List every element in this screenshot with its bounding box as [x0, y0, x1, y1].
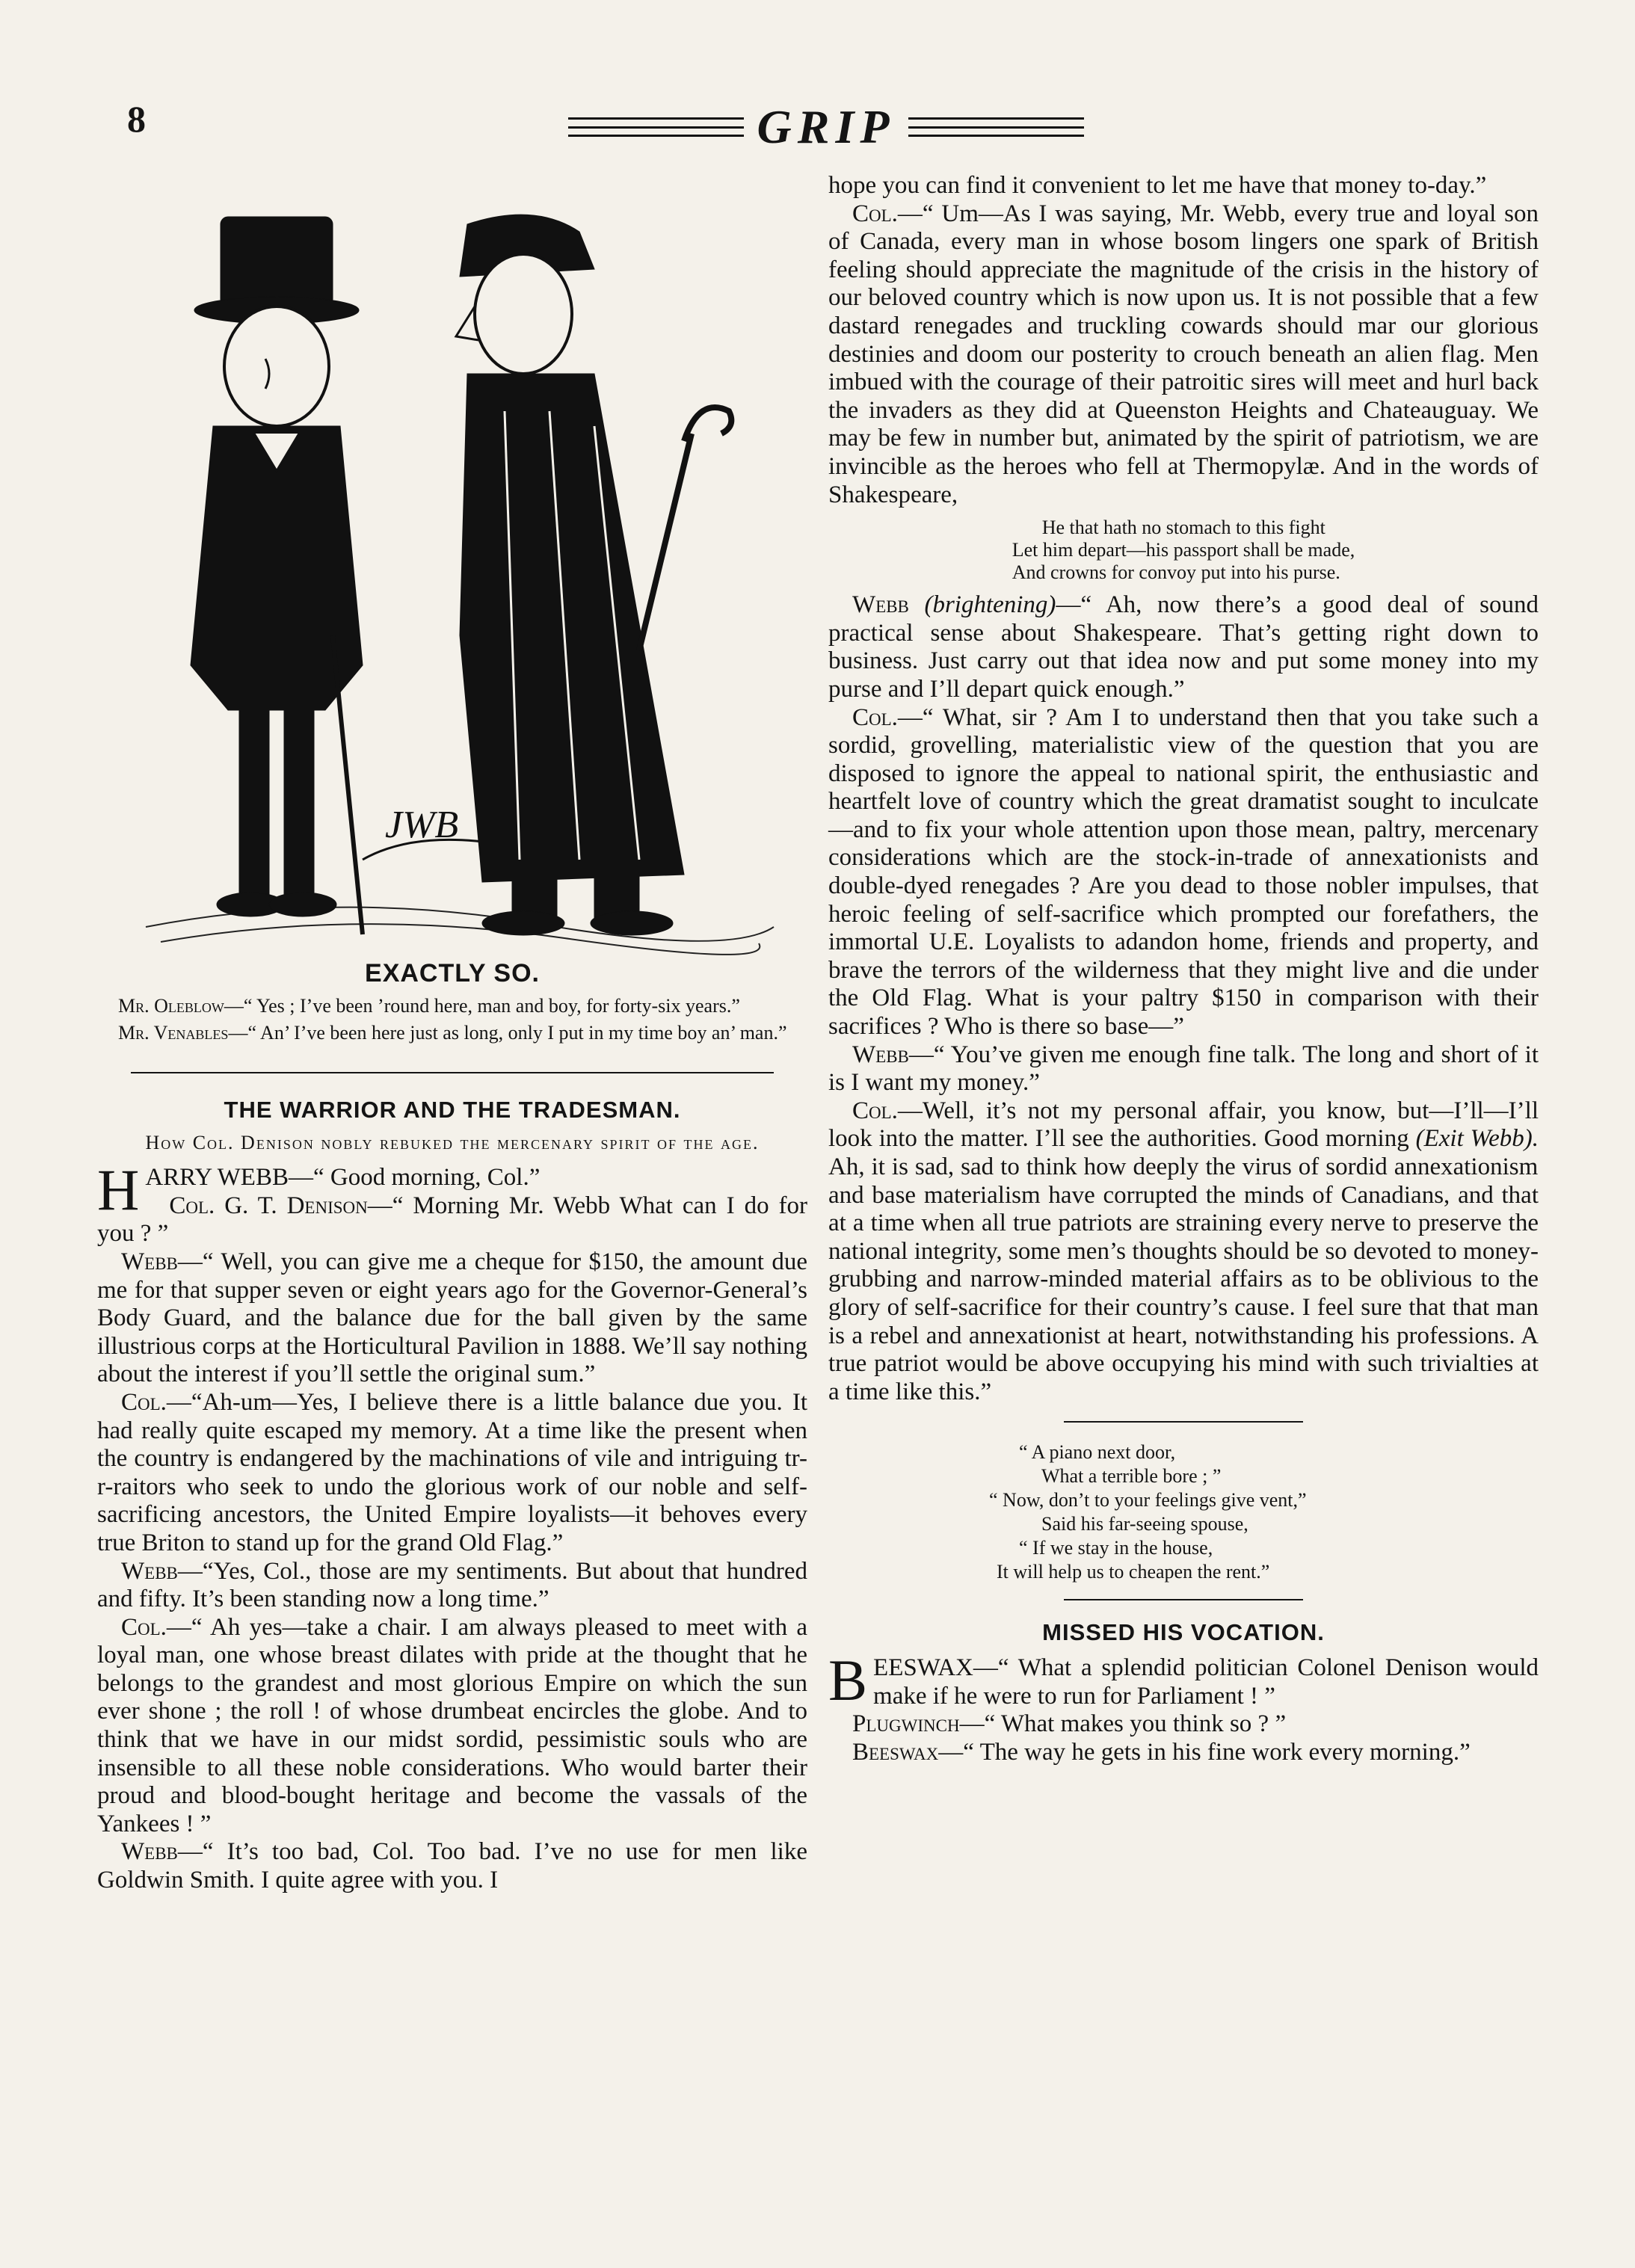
- poem-divider-bottom: [1064, 1599, 1303, 1600]
- speaker-name: Col.: [121, 1388, 167, 1416]
- verse-line: He that hath no stomach to this fight: [1041, 517, 1325, 539]
- paragraph-text: —“ It’s too bad, Col. Too bad. I’ve no use for men like Goldwin Smith. I quite agree with you. I: [97, 1838, 807, 1894]
- article-paragraph: [828, 200, 1539, 510]
- verse-line: Let him depart—his passport shall be made,: [1012, 539, 1355, 561]
- caption-2-text: —“ An’ I’ve been here just as long, only I put in my time boy an’ man.”: [228, 1021, 787, 1044]
- article-paragraph: [97, 1838, 807, 1894]
- article-paragraph: [828, 1739, 1539, 1767]
- article-paragraph: [828, 704, 1539, 1041]
- poem-line: “ A piano next door,: [1019, 1441, 1176, 1464]
- masthead-title: GRIP: [757, 100, 896, 153]
- masthead-rule-left: [568, 117, 744, 137]
- paragraph-text: —“Ah-um—Yes, I believe there is a little balance due you. It had really quite escaped my memory. At a time like the present when the country is endangered by the machinations of vile and intriguing tr-r-raitors who seek to undo the glorious work of our noble and self-sacrificing ancestors, the United Empire loyalists—it behoves every true Briton to stand up for the grand Old Flag.”: [97, 1388, 807, 1556]
- paragraph-text: —“ The way he gets in his fine work every morning.”: [938, 1738, 1471, 1766]
- paragraph-text: EESWAX—“ What a splendid politician Colonel Denison would make if he were to run for Parliament ! ”: [873, 1654, 1539, 1710]
- poem-line: Said his far-seeing spouse,: [1041, 1513, 1248, 1535]
- caption-2-speaker: Mr. Venables: [118, 1021, 229, 1044]
- paragraph-text: —“ What makes you think so ? ”: [959, 1710, 1287, 1738]
- page-number: 8: [127, 98, 146, 140]
- speaker-name: Webb: [852, 1041, 909, 1068]
- cartoon-caption-2: [97, 1021, 807, 1045]
- cartoon-signature: JWB: [385, 804, 459, 846]
- article-paragraph: [828, 591, 1539, 703]
- paragraph-text: —“ Morning Mr. Webb What can I do for you ? ”: [97, 1192, 807, 1248]
- paragraph-text: —“Yes, Col., those are my sentiments. But about that hundred and fifty. It’s been standing now a long time.”: [97, 1557, 807, 1613]
- poem-line: What a terrible bore ; ”: [1041, 1465, 1222, 1488]
- cartoon-illustration: [116, 187, 789, 957]
- paragraph-text: —“ You’ve given me enough fine talk. The long and short of it is I want my money.”: [828, 1041, 1539, 1097]
- right-column: [828, 172, 1539, 1766]
- article-paragraph: [97, 1614, 807, 1839]
- speaker-name: Col.: [852, 703, 898, 731]
- poem-line: It will help us to cheapen the rent.”: [997, 1561, 1270, 1583]
- missed-vocation-title: MISSED HIS VOCATION.: [1042, 1619, 1325, 1646]
- verse-line: And crowns for convoy put into his purse.: [1012, 561, 1340, 584]
- article-paragraph: [97, 1192, 807, 1248]
- speaker-name: Plugwinch: [852, 1710, 960, 1738]
- paragraph-text: Ah, it is sad, sad to think how deeply the virus of sordid annexationism and base materialism have corrupted the minds of Canadians, and that at a time when all true patriots are straining every nerve to preserve the national integrity, some men’s thoughts should be so devoted to money-grubbing and narrow-minded material affairs as to be oblivious to the glory of self-sacrifice for their country’s cause. I feel sure that that man is a rebel and annexationist at heart, notwithstanding his professions. A true patriot would be above occupying his mind with such trivialties at a time like this.”: [828, 1153, 1539, 1405]
- speaker-name: Webb: [121, 1557, 178, 1585]
- dropcap-b: B: [828, 1647, 868, 1713]
- left-column: [97, 172, 807, 1895]
- paragraph-text: ARRY WEBB—“ Good morning, Col.”: [145, 1164, 541, 1192]
- stage-direction: (brightening): [924, 591, 1056, 619]
- poem-divider: [1064, 1421, 1303, 1423]
- figure-mr-venables: [456, 215, 731, 935]
- article-paragraph: [97, 1248, 807, 1389]
- speaker-name: Col.: [852, 1097, 898, 1124]
- caption-1-speaker: Mr. Oleblow: [118, 994, 224, 1017]
- paragraph-text: —“ What, sir ? Am I to understand then that you take such a sordid, grovelling, materialistic view of the question that you are disposed to ignore the appeal to national spirit, the enthusiastic and heartfelt love of country which the great dramatist sought to inculcate—and to fix your whole attention upon those mean, paltry, mercenary considerations which are the stock-in-trade of annexationists and double-dyed renegades ? Are you dead to those nobler impulses, that heroic feeling of self-sacrifice which prompted our forefathers, the immortal U.E. Loyalists to adandon home, friends and property, and brave the terrors of the wilderness that they might live and die under the Old Flag. What is your paltry $150 in comparison with their sacrifices ? Who is there so base—”: [828, 703, 1539, 1041]
- cartoon-title: EXACTLY SO.: [365, 959, 540, 987]
- poem-line: “ If we stay in the house,: [1019, 1537, 1213, 1559]
- paragraph-text: —“ Um—As I was saying, Mr. Webb, every true and loyal son of Canada, every man in whose bosom lingers one spark of British feeling should appreciate the magnitude of the crisis in the history of our beloved country which is now upon us. It is not possible that a few dastard renegades and truckling cowards should mar our glorious destinies and doom our posterity to crouch beneath an alien flag. Men imbued with the courage of their patroitic sires will meet and hurl back the invaders as they did at Queenston Heights and Chateauguay. We may be few in number but, animated by the spirit of patriotism, we are invincible as the heroes who fell at Thermopylæ. And in the words of Shakespeare,: [828, 200, 1539, 508]
- shakespeare-quote: [828, 517, 1539, 584]
- paragraph-text: —Well, it’s not my personal affair, you know, but—I’ll—I’ll look into the matter. I’ll see the authorities. Good morning: [828, 1097, 1539, 1153]
- poem-line: “ Now, don’t to your feelings give vent,”: [989, 1489, 1307, 1512]
- speaker-name: Webb: [121, 1838, 178, 1866]
- figure-mr-oleblow: [191, 217, 363, 934]
- speaker-name: Col.: [852, 200, 898, 227]
- article-title: THE WARRIOR AND THE TRADESMAN.: [224, 1096, 681, 1123]
- paragraph-text: —“ Ah, now there’s a good deal of sound practical sense about Shakespeare. That’s getting right down to business. Just carry out that idea now and put some money into my purse and I’ll depart quick enough.”: [828, 591, 1539, 703]
- article-paragraph: [828, 1041, 1539, 1097]
- speaker-name: Beeswax: [852, 1738, 939, 1766]
- stage-direction: (Exit Webb).: [1415, 1125, 1539, 1153]
- paragraph-text: —“ Ah yes—take a chair. I am always pleased to meet with a loyal man, one whose breast dilates with pride at the thought that he belongs to the grandest and most glorious Empire on which the sun ever shone ; the roll ! of whose drumbeat encircles the globe. And to think that we have in our midst sordid, pessimistic souls who are insensible to all these noble considerations. Who would barter their proud and blood-bought heritage and become the vassals of the Yankees ! ”: [97, 1613, 807, 1837]
- speaker-name: Webb: [852, 591, 909, 619]
- masthead: [568, 97, 1084, 157]
- article-paragraph: hope you can find it convenient to let me have that money to-day.”: [828, 172, 1487, 199]
- article-paragraph: [828, 1097, 1539, 1407]
- piano-poem: [974, 1440, 1393, 1584]
- masthead-rule-right: [908, 117, 1084, 137]
- speaker-name: Col. G. T. Denison: [169, 1192, 368, 1219]
- article-paragraph: [97, 1389, 807, 1558]
- section-divider: [131, 1072, 774, 1073]
- cartoon-caption-1: [97, 994, 807, 1018]
- article-subtitle: How Col. Denison nobly rebuked the mercenary spirit of the age.: [145, 1132, 760, 1154]
- article-paragraph: [828, 1710, 1539, 1739]
- speaker-name: Col.: [121, 1613, 167, 1641]
- article-paragraph: [828, 1647, 1539, 1713]
- paragraph-text: —“ Well, you can give me a cheque for $150, the amount due me for that supper seven or eight years ago for the Governor-General’s Body Guard, and the balance due for the ball given by the same illustrious corps at the Horticultural Pavilion in 1888. We’ll say nothing about the interest if you’ll settle the original sum.”: [97, 1248, 807, 1388]
- dropcap-h: H: [97, 1157, 140, 1223]
- article-paragraph: [97, 1558, 807, 1614]
- caption-1-text: —“ Yes ; I’ve been ’round here, man and boy, for forty-six years.”: [224, 994, 740, 1017]
- speaker-name: Webb: [121, 1248, 178, 1275]
